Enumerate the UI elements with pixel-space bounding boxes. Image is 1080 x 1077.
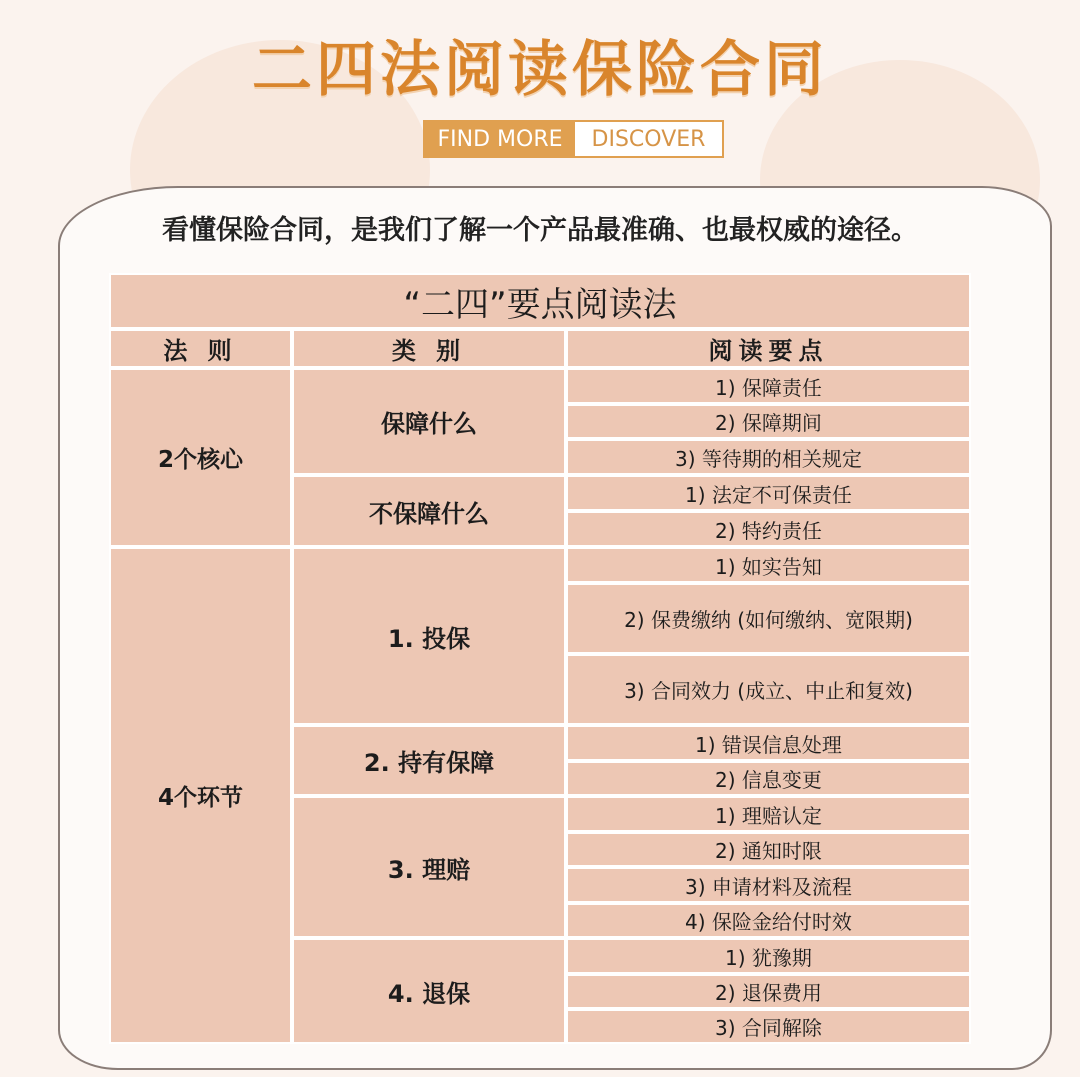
category-hold: 2. 持有保障 — [292, 725, 566, 796]
page-title: 二四法阅读保险合同 — [252, 35, 828, 105]
table-title: “二四”要点阅读法 — [109, 273, 971, 329]
point-item: 1) 错误信息处理 — [566, 725, 971, 761]
category-apply: 1. 投保 — [292, 547, 566, 725]
point-item: 2) 保障期间 — [566, 404, 971, 439]
point-item: 2) 特约责任 — [566, 511, 971, 547]
point-item: 2) 信息变更 — [566, 761, 971, 796]
header-points: 阅读要点 — [566, 329, 971, 368]
point-item: 4) 保险金给付时效 — [566, 903, 971, 938]
point-item: 1) 理赔认定 — [566, 796, 971, 832]
find-more-badge — [423, 120, 724, 158]
category-covered: 保障什么 — [292, 368, 566, 475]
point-item: 1) 犹豫期 — [566, 938, 971, 974]
rule-2-cores: 2个核心 — [109, 368, 292, 547]
point-item: 1) 如实告知 — [566, 547, 971, 583]
header-category: 类 别 — [292, 329, 566, 368]
point-item: 1) 法定不可保责任 — [566, 475, 971, 511]
intro-text: 看懂保险合同，是我们了解一个产品最准确、也最权威的途径。 — [162, 215, 918, 246]
discover-label: DISCOVER — [575, 122, 722, 156]
point-item: 1) 保障责任 — [566, 368, 971, 404]
point-item: 3) 等待期的相关规定 — [566, 439, 971, 475]
point-item: 3) 申请材料及流程 — [566, 867, 971, 903]
point-item: 2) 保费缴纳 (如何缴纳、宽限期) — [566, 583, 971, 654]
point-item: 2) 通知时限 — [566, 832, 971, 867]
header-rule: 法 则 — [109, 329, 292, 368]
category-claim: 3. 理赔 — [292, 796, 566, 938]
find-more-label: FIND MORE — [425, 122, 575, 156]
rule-4-stages: 4个环节 — [109, 547, 292, 1044]
category-not-covered: 不保障什么 — [292, 475, 566, 547]
reading-method-table — [109, 273, 971, 1044]
category-surrender: 4. 退保 — [292, 938, 566, 1044]
point-item: 2) 退保费用 — [566, 974, 971, 1009]
point-item: 3) 合同解除 — [566, 1009, 971, 1044]
point-item: 3) 合同效力 (成立、中止和复效) — [566, 654, 971, 725]
